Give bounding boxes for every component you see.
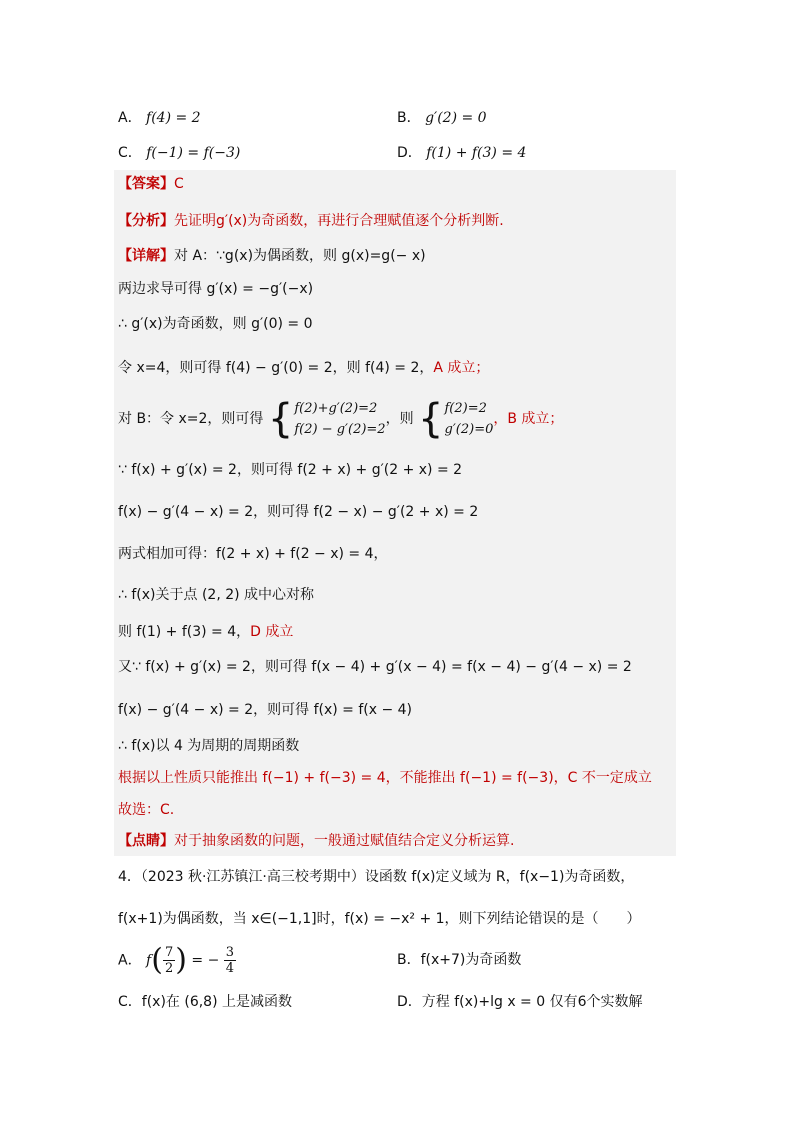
q4-option-c: C．f(x)在 (6,8) 上是减函数 [118, 994, 293, 1010]
detail-line-13: ∴ f(x)以 4 为周期的周期函数 [118, 738, 300, 754]
detail-line-6: ∵ f(x) + g′(x) = 2，则可得 f(2 + x) + g′(2 + x) = 2 [118, 462, 463, 478]
option-a-expr: f(4) = 2 [146, 110, 201, 126]
detail-line-3: ∴ g′(x)为奇函数，则 g′(0) = 0 [118, 316, 313, 332]
system-1-eq2: f(2) − g′(2)=2 [294, 422, 386, 437]
q4-stem-line-1: 4．（2023 秋·江苏镇江·高三校考期中）设函数 f(x)定义域为 R，f(x−1)为奇函数， [118, 869, 635, 885]
option-b-letter: B． [397, 110, 421, 126]
option-b-expr: g′(2) = 0 [425, 110, 487, 126]
system-2 [418, 398, 493, 440]
detail-line-14: 根据以上性质只能推出 f(−1) + f(−3) = 4，不能推出 f(−1) = f(−3)，C 不一定成立 [118, 770, 652, 786]
analysis-text: 先证明g′(x)为奇函数，再进行合理赋值逐个分析判断. [174, 213, 504, 229]
analysis-line [118, 211, 504, 231]
detail-line-12: f(x) − g′(4 − x) = 2，则可得 f(x) = f(x − 4) [118, 702, 413, 718]
detail-l5a: 对 B：令 x=2，则可得 [118, 411, 264, 427]
option-a [118, 108, 201, 128]
system-2-eq2: g′(2)=0 [444, 422, 494, 437]
answer-line [118, 174, 184, 194]
q4-stem-line-2: f(x+1)为偶函数，当 x∈(−1,1]时，f(x) = −x² + 1，则下列结论错误的是（ ） [118, 911, 641, 927]
detail-line-9: ∴ f(x)关于点 (2, 2) 成中心对称 [118, 587, 315, 603]
option-d-expr: f(1) + f(3) = 4 [426, 145, 527, 161]
option-c-expr: f(−1) = f(−3) [146, 145, 241, 161]
comment-tag: 【点睛】 [118, 833, 174, 849]
comment-text: 对于抽象函数的问题，一般通过赋值结合定义分析运算. [174, 833, 515, 849]
detail-l4a: 令 x=4，则可得 f(4) − g′(0) = 2，则 f(4) = 2， [118, 360, 434, 376]
option-d-letter: D． [397, 145, 422, 161]
detail-l10b: D 成立 [250, 624, 294, 640]
detail-l10a: 则 f(1) + f(3) = 4， [118, 624, 251, 640]
detail-l4b: A 成立； [433, 360, 490, 376]
q4-option-a: A． f( $\frac{7}{2}$ ) = − $\frac{3}{4}$ [118, 942, 235, 978]
detail-line-15: 故选：C. [118, 802, 175, 818]
option-b [397, 108, 487, 128]
left-brace-icon: { [418, 396, 444, 442]
answer-value: C [174, 176, 184, 192]
comment-line [118, 831, 514, 851]
detail-l5b: ，B 成立； [493, 411, 564, 427]
detail-line-1 [118, 246, 426, 266]
option-d [397, 143, 526, 163]
q4-option-a-letter: A． [118, 952, 142, 969]
q4-option-a-frac: $\frac{7}{2}$ [164, 945, 174, 976]
q4-option-b: B．f(x+7)为奇函数 [397, 952, 522, 968]
system-1 [268, 398, 386, 440]
detail-line-8: 两式相加可得：f(2 + x) + f(2 − x) = 4， [118, 546, 388, 562]
detail-line-7: f(x) − g′(4 − x) = 2，则可得 f(2 − x) − g′(2 + x) = 2 [118, 504, 479, 520]
answer-tag: 【答案】 [118, 176, 174, 192]
detail-line-4 [118, 358, 489, 378]
system-2-eq1: f(2)=2 [444, 401, 487, 416]
left-brace-icon: { [267, 396, 294, 442]
detail-l1: 对 A：∵g(x)为偶函数，则 g(x)=g(− x) [174, 248, 426, 264]
detail-line-11: 又∵ f(x) + g′(x) = 2，则可得 f(x − 4) + g′(x − 4) = f(x − 4) − g′(4 − x) = 2 [118, 659, 632, 675]
detail-tag: 【详解】 [118, 248, 174, 264]
q4-option-a-eq: = − [191, 952, 220, 969]
analysis-tag: 【分析】 [118, 213, 174, 229]
option-c-letter: C． [118, 145, 142, 161]
option-a-letter: A． [118, 110, 142, 126]
detail-line-10 [118, 622, 293, 642]
detail-line-5 [118, 398, 563, 440]
q4-option-a-result: $\frac{3}{4}$ [225, 945, 235, 976]
system-1-eq1: f(2)+g′(2)=2 [294, 401, 378, 416]
q4-option-d: D．方程 f(x)+lg x = 0 仅有6个实数解 [397, 994, 643, 1010]
option-c [118, 143, 240, 163]
detail-line-2: 两边求导可得 g′(x) = −g′(−x) [118, 281, 314, 297]
detail-l5mid: ，则 [385, 411, 414, 427]
q4-option-a-f: f [146, 952, 152, 969]
